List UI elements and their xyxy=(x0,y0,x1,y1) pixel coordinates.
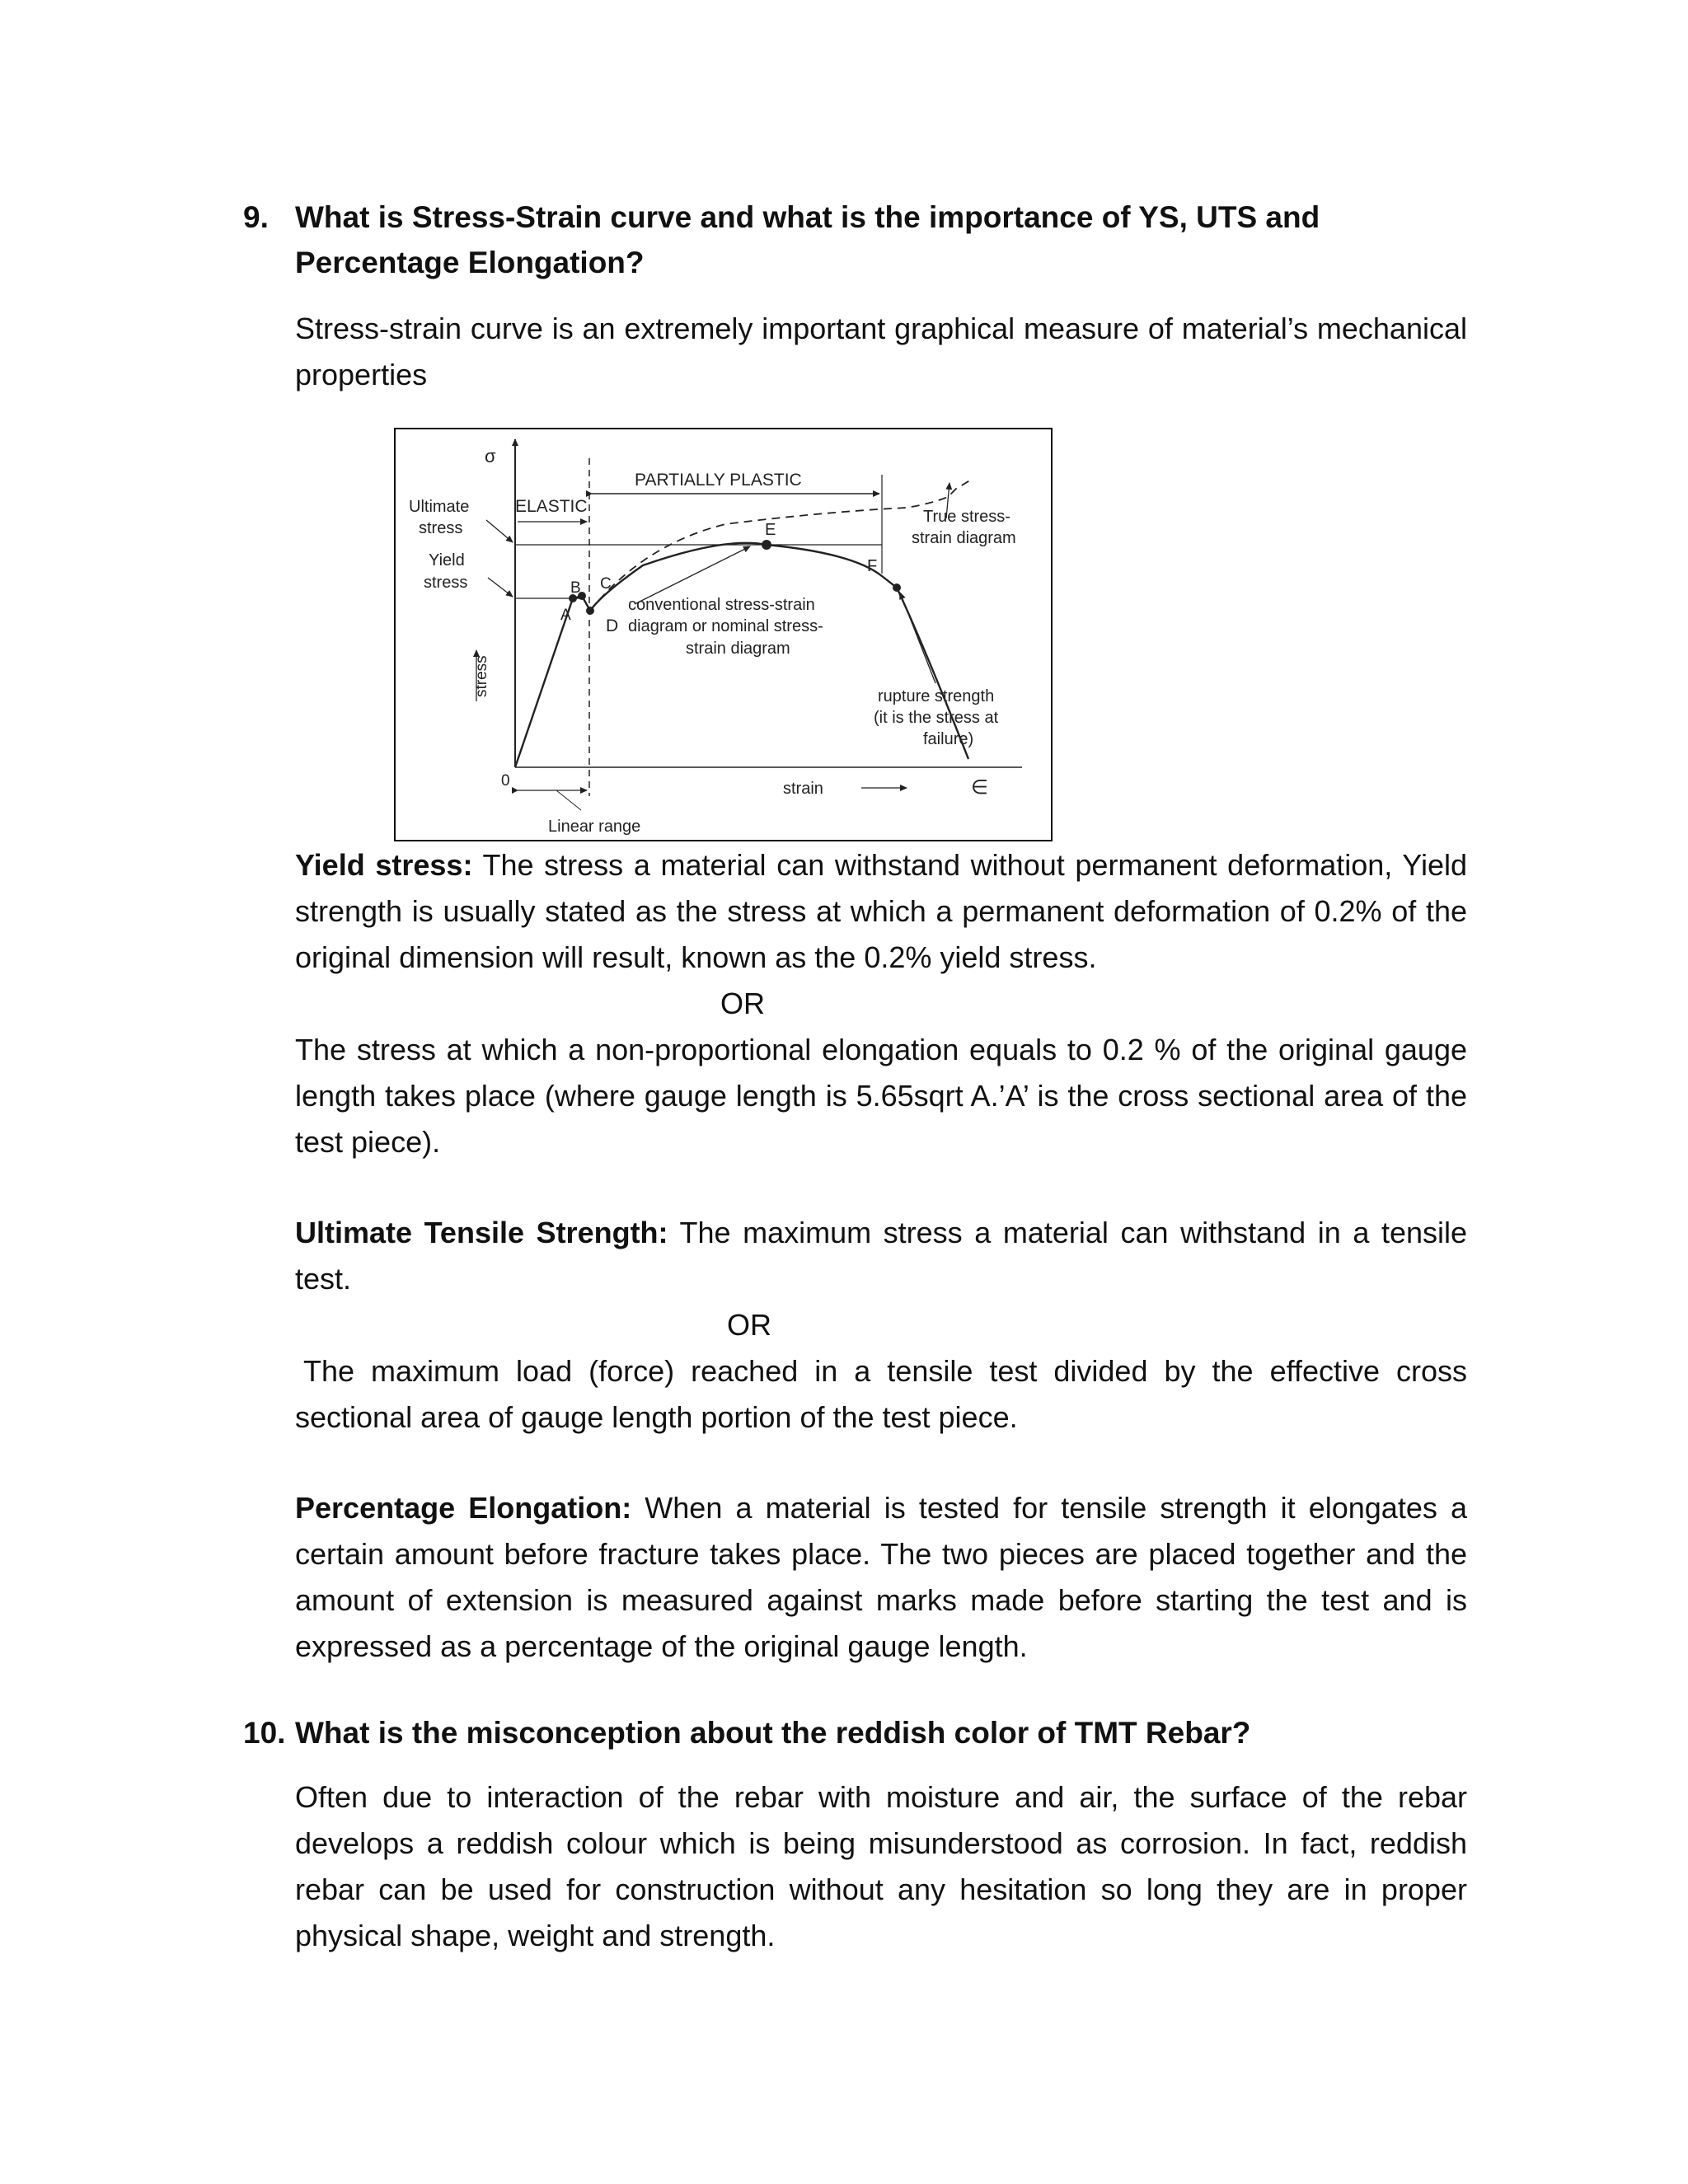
uts-text: The maximum stress a material can withstand in a tensile test. xyxy=(295,1216,1468,1296)
ultimate-stress-label-2: stress xyxy=(419,519,463,537)
rupture-label-2: (it is the stress at xyxy=(874,709,999,727)
rebar-answer-paragraph: Often due to interaction of the rebar with moisture and air, the surface of the rebar develops a reddish colour which is being misunderstood as corrosion. In fact, reddish rebar can be used for construction without any hesitation so long they are in proper physical shape, weight and strength. xyxy=(295,1780,1467,1952)
point-e-label: E xyxy=(765,521,776,539)
uts-label: Ultimate Tensile Strength: xyxy=(295,1216,668,1249)
yield-alt-paragraph: The stress at which a non-proportional elongation equals to 0.2 % of the original gauge length takes place (where gauge length is 5.65sqrt A.’A’ is the cross sectional area of the test piece). xyxy=(295,1033,1467,1159)
yield-stress-label-1: Yield xyxy=(429,551,465,569)
rupture-label-1: rupture strength xyxy=(878,687,995,705)
question-number: 10. xyxy=(243,1716,286,1750)
ultimate-stress-label-1: Ultimate xyxy=(409,498,470,516)
rupture-label-3: failure) xyxy=(923,730,974,748)
yield-paragraph xyxy=(295,842,1467,981)
yield-pointer xyxy=(488,578,513,597)
conventional-label-1: conventional stress-strain xyxy=(628,596,815,614)
elongation-paragraph xyxy=(295,1485,1467,1670)
true-diagram-label-2: strain diagram xyxy=(912,529,1016,547)
conventional-label-3: strain diagram xyxy=(686,640,790,658)
point-a-label: A xyxy=(560,607,571,624)
elongation-text: When a material is tested for tensile strength it elongates a certain amount before fracture takes place. The two pieces are placed together and the amount of extension is measured against marks made before starting the test and is expressed as a percentage of the original gauge length. xyxy=(295,1491,1467,1663)
true-diagram-label-1: True stress- xyxy=(923,508,1010,526)
point-e-marker xyxy=(762,540,771,550)
uts-alt-paragraph: The maximum load (force) reached in a tensile test divided by the effective cross sectional area of gauge length portion of the test piece. xyxy=(295,1354,1467,1434)
intro-paragraph: Stress-strain curve is an extremely important graphical measure of material’s mechanical properties xyxy=(295,312,1467,391)
stress-strain-diagram xyxy=(394,428,1053,841)
origin-label: 0 xyxy=(501,772,510,790)
question-9-heading xyxy=(243,194,1467,285)
epsilon-label: ∈ xyxy=(971,776,988,799)
strain-label: strain xyxy=(783,780,823,798)
linear-range-label: Linear range xyxy=(548,818,641,836)
rupture-pointer xyxy=(900,593,935,683)
question-10-heading xyxy=(243,1710,1467,1755)
sigma-label: σ xyxy=(485,446,496,466)
point-f-label: F xyxy=(867,557,878,575)
conventional-label-2: diagram or nominal stress- xyxy=(628,617,823,635)
yield-label: Yield stress: xyxy=(295,848,473,882)
question-title: What is the misconception about the reddish color of TMT Rebar? xyxy=(295,1716,1251,1750)
or-separator-2: OR xyxy=(727,1308,771,1342)
point-f-marker xyxy=(893,583,901,592)
diagram-svg xyxy=(396,429,1051,840)
elongation-label: Percentage Elongation: xyxy=(295,1491,632,1525)
elastic-label: ELASTIC xyxy=(515,497,588,516)
yield-text: The stress a material can withstand without permanent deformation, Yield strength is usually stated as the stress at which a permanent deformation of 0.2% of the original dimension will result, known as the 0.2% yield stress. xyxy=(295,848,1468,974)
or-separator-1: OR xyxy=(720,987,765,1020)
linear-range-leader xyxy=(556,790,581,810)
point-d-label: D xyxy=(606,616,619,635)
point-b-label: B xyxy=(570,579,581,597)
uts-paragraph xyxy=(295,1210,1467,1302)
yield-stress-label-2: stress xyxy=(424,574,468,592)
point-c-label: C xyxy=(600,575,612,593)
question-number: 9. xyxy=(243,200,269,234)
question-title: What is Stress-Strain curve and what is the importance of YS, UTS and Percentage Elongation? xyxy=(295,200,1320,279)
ultimate-pointer xyxy=(486,520,513,542)
stress-axis-label: stress xyxy=(473,655,490,697)
partially-plastic-label: PARTIALLY PLASTIC xyxy=(635,471,802,490)
point-d-marker xyxy=(586,607,594,615)
